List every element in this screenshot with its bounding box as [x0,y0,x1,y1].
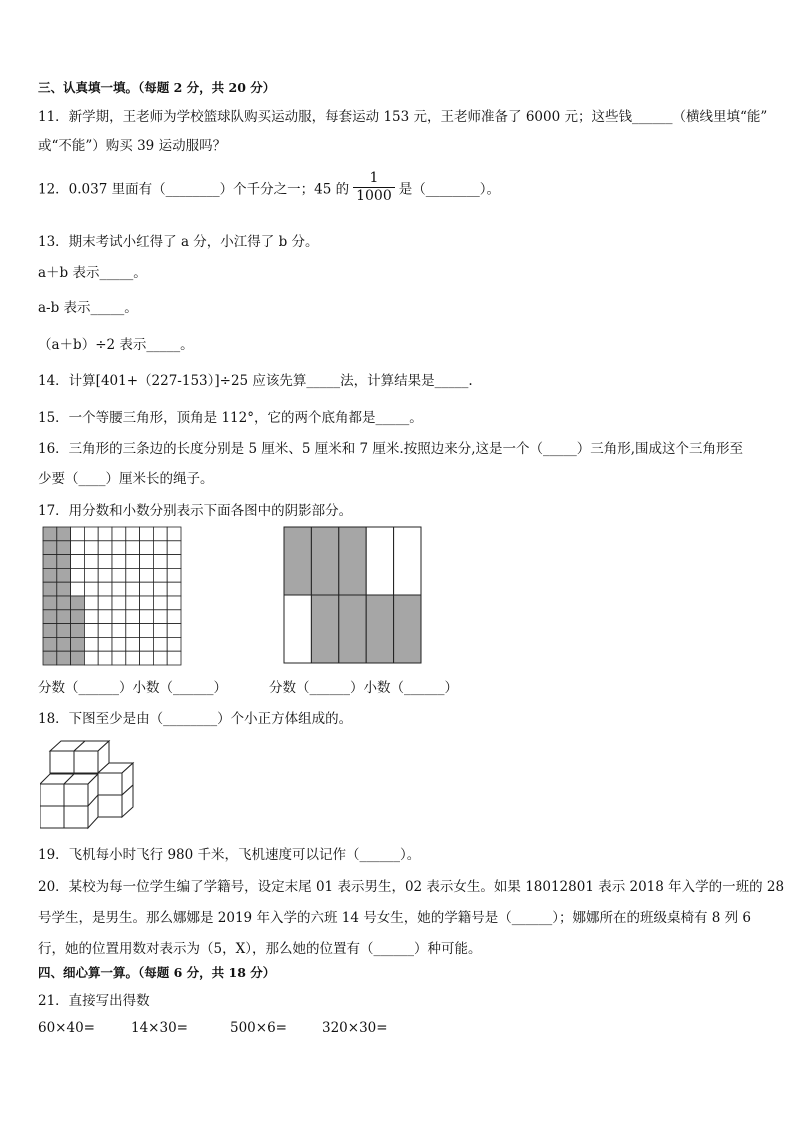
grid1-cell [57,610,71,624]
grid1-cell [126,651,140,665]
grid1-cell [71,582,85,596]
q12 [38,170,500,205]
q21-item-1: 60×40= [38,1020,95,1036]
q16-line2: 少要（____）厘米长的绳子。 [38,471,214,487]
q17-grid-figure-1 [42,526,182,666]
grid1-cell [98,596,112,610]
grid1-cell [153,568,167,582]
grid1-cell [71,568,85,582]
grid1-cell [84,582,98,596]
grid2-part [284,527,311,595]
grid1-cell [153,541,167,555]
grid1-cell [57,596,71,610]
grid1-cell [140,541,154,555]
q20-line1: 20．某校为每一位学生编了学籍号，设定末尾 01 表示男生，02 表示女生。如果 18012801 表示 2018 年入学的一班的 28 [38,879,785,895]
grid1-cell [43,582,57,596]
q12-frac-numerator: 1 [353,170,395,188]
q13-stem: 13．期末考试小红得了 a 分，小江得了 b 分。 [38,234,319,250]
grid1-cell [71,555,85,569]
q13-a: a＋b 表示_____。 [38,265,147,281]
grid1-cell [98,582,112,596]
grid1-cell [140,555,154,569]
grid1-cell [140,637,154,651]
grid2-part [366,527,393,595]
grid1-cell [153,582,167,596]
grid1-cell [112,527,126,541]
grid1-cell [84,541,98,555]
q18-text: 18．下图至少是由（________）个小正方体组成的。 [38,711,353,727]
grid1-cell [140,568,154,582]
q21-item-2: 14×30= [131,1020,188,1036]
q17-bar-figure-2 [283,526,423,666]
grid2-part [311,595,338,663]
q12-fraction [353,170,395,205]
grid1-cell [84,568,98,582]
grid2-part [339,595,366,663]
grid1-cell [84,624,98,638]
grid1-cell [98,527,112,541]
grid2-part [394,595,421,663]
grid1-cell [43,568,57,582]
q21-stem: 21．直接写出得数 [38,993,150,1009]
q17-answer-label-1: 分数（______）小数（______） [38,680,227,696]
grid2-part [311,527,338,595]
q17-answer-label-2: 分数（______）小数（______） [269,680,458,696]
grid1-cell [126,568,140,582]
grid1-cell [112,555,126,569]
grid1-cell [140,527,154,541]
grid1-cell [57,582,71,596]
grid1-cell [43,610,57,624]
grid1-cell [167,651,181,665]
grid1-cell [98,568,112,582]
q21-item-4: 320×30= [322,1020,388,1036]
grid1-cell [112,637,126,651]
grid1-cell [153,651,167,665]
grid1-cell [112,651,126,665]
grid1-cell [126,610,140,624]
grid1-cell [167,637,181,651]
grid1-cell [167,610,181,624]
grid1-cell [126,596,140,610]
grid1-cell [43,555,57,569]
grid1-cell [112,568,126,582]
grid1-cell [71,624,85,638]
q12-post: 是（________）。 [398,181,500,198]
grid1-cell [167,582,181,596]
grid2-part [394,527,421,595]
q12-frac-denominator: 1000 [356,188,392,204]
grid1-cell [153,637,167,651]
grid1-cell [98,610,112,624]
grid1-cell [57,624,71,638]
grid1-cell [167,624,181,638]
grid1-cell [112,582,126,596]
grid1-cell [140,582,154,596]
grid1-cell [57,568,71,582]
grid1-cell [167,541,181,555]
grid1-cell [71,596,85,610]
grid1-cell [71,637,85,651]
grid1-cell [71,527,85,541]
grid1-cell [84,610,98,624]
grid1-cell [126,637,140,651]
section-3-title: 三、认真填一填。（每题 2 分，共 20 分） [38,80,276,95]
grid2-part [284,595,311,663]
grid1-cell [98,541,112,555]
q14-text: 14．计算[401+（227-153）]÷25 应该先算_____法，计算结果是_____. [38,373,473,389]
grid1-cell [57,527,71,541]
grid1-cell [98,624,112,638]
grid1-cell [167,596,181,610]
grid1-cell [84,596,98,610]
grid1-cell [140,624,154,638]
grid1-cell [84,527,98,541]
grid1-cell [112,610,126,624]
grid1-cell [43,596,57,610]
grid1-cell [71,651,85,665]
grid1-cell [126,527,140,541]
grid1-cell [112,624,126,638]
grid1-cell [98,651,112,665]
grid1-cell [84,555,98,569]
grid1-cell [167,555,181,569]
grid1-cell [126,624,140,638]
grid1-cell [71,541,85,555]
q13-c: （a＋b）÷2 表示_____。 [38,337,194,353]
grid2-part [366,595,393,663]
grid1-cell [126,582,140,596]
grid1-cell [126,555,140,569]
grid1-cell [57,541,71,555]
grid1-cell [43,527,57,541]
grid1-cell [57,637,71,651]
grid1-cell [43,624,57,638]
grid1-cell [167,527,181,541]
grid1-cell [126,541,140,555]
grid1-cell [140,596,154,610]
q13-b: a-b 表示_____。 [38,300,138,316]
grid1-cell [153,527,167,541]
grid1-cell [112,541,126,555]
grid1-cell [43,651,57,665]
grid1-cell [167,568,181,582]
grid1-cell [71,610,85,624]
q20-line3: 行，她的位置用数对表示为（5，X），那么她的位置有（______）种可能。 [38,941,482,957]
grid1-cell [112,596,126,610]
grid2-part [339,527,366,595]
q18-cube-figure [40,740,140,830]
section-4-title: 四、细心算一算。（每题 6 分，共 18 分） [38,965,276,980]
grid1-cell [43,637,57,651]
q15-text: 15．一个等腰三角形，顶角是 112°，它的两个底角都是_____。 [38,410,423,426]
grid1-cell [43,541,57,555]
q21-item-3: 500×6= [230,1020,287,1036]
grid1-cell [140,651,154,665]
q11-line1: 11．新学期，王老师为学校篮球队购买运动服，每套运动 153 元，王老师准备了 6000 元；这些钱______（横线里填“能” [38,109,768,125]
grid1-cell [98,555,112,569]
grid1-cell [98,637,112,651]
q11-line2: 或“不能”）购买 39 运动服吗？ [38,138,227,154]
grid1-cell [140,610,154,624]
grid1-cell [153,624,167,638]
grid1-cell [153,555,167,569]
grid1-cell [84,651,98,665]
q19-text: 19．飞机每小时飞行 980 千米，飞机速度可以记作（______）。 [38,847,421,863]
grid1-cell [153,596,167,610]
grid1-cell [84,637,98,651]
grid1-cell [153,610,167,624]
q16-line1: 16．三角形的三条边的长度分别是 5 厘米、5 厘米和 7 厘米.按照边来分,这是一个（_____）三角形,围成这个三角形至 [38,441,744,457]
q12-pre: 12．0.037 里面有（________）个千分之一；45 的 [38,181,350,198]
grid1-cell [57,651,71,665]
grid1-cell [57,555,71,569]
q20-line2: 号学生，是男生。那么娜娜是 2019 年入学的六班 14 号女生，她的学籍号是（______）；娜娜所在的班级桌椅有 8 列 6 [38,910,752,926]
q17-stem: 17．用分数和小数分别表示下面各图中的阴影部分。 [38,503,353,519]
